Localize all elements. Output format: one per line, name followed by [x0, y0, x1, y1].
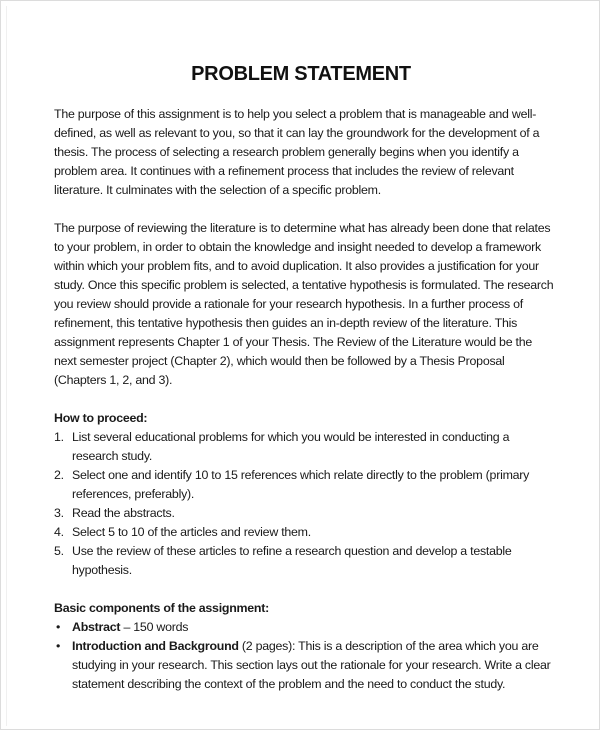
component-item-introduction [54, 637, 554, 694]
steps-list [54, 428, 554, 580]
component-text: – 150 words [120, 620, 189, 634]
step-item [54, 542, 554, 580]
components-list [54, 618, 554, 694]
step-number: 5. [54, 544, 64, 558]
bullet-icon: • [56, 620, 61, 634]
bullet-icon: • [56, 639, 61, 653]
page-edge-line [6, 6, 7, 726]
step-number: 1. [54, 430, 64, 444]
step-text: Use the review of these articles to refine a research question and develop a testable hypothesis. [72, 544, 512, 577]
document-body [54, 105, 554, 694]
step-item [54, 466, 554, 504]
step-number: 4. [54, 525, 64, 539]
how-to-proceed-heading: How to proceed: [54, 411, 148, 425]
step-number: 3. [54, 506, 64, 520]
step-text: Select one and identify 10 to 15 references which relate directly to the problem (primary references, preferably). [72, 468, 530, 501]
component-text: (2 pages): This is a description of the area which you are studying in your research. This section lays out the rationale for your research. Write a clear statement describing the context of the problem and the need to conduct the study. [72, 639, 551, 691]
step-text: List several educational problems for which you would be interested in conducting a research study. [72, 430, 510, 463]
component-label: Abstract [72, 620, 121, 634]
step-item [54, 504, 554, 523]
step-number: 2. [54, 468, 64, 482]
component-label: Introduction and Background [72, 639, 239, 653]
step-text: Select 5 to 10 of the articles and review them. [72, 525, 311, 539]
step-text: Read the abstracts. [72, 506, 175, 520]
intro-paragraph: The purpose of this assignment is to help you select a problem that is manageable and well-defined, as well as relevant to you, so that it can lay the groundwork for the development of a thesis. The process of selecting a research problem generally begins when you identify a problem area. It continues with a refinement process that includes the review of relevant literature. It culminates with the selection of a specific problem. [54, 107, 540, 197]
step-item [54, 428, 554, 466]
literature-review-paragraph: The purpose of reviewing the literature is to determine what has already been done that relates to your problem, in order to obtain the knowledge and insight needed to develop a framework within which your problem fits, and to avoid duplication. It also provides a justification for your study. Once this specific problem is selected, a tentative hypothesis is formulated. The research you review should provide a rationale for your research hypothesis. In a further process of refinement, this tentative hypothesis then guides an in-depth review of the literature. This assignment represents Chapter 1 of your Thesis. The Review of the Literature would be the next semester project (Chapter 2), which would then be followed by a Thesis Proposal (Chapters 1, 2, and 3). [54, 221, 554, 387]
component-item-abstract [54, 618, 554, 637]
document-title: PROBLEM STATEMENT [191, 63, 411, 85]
components-heading: Basic components of the assignment: [54, 601, 270, 615]
step-item [54, 523, 554, 542]
